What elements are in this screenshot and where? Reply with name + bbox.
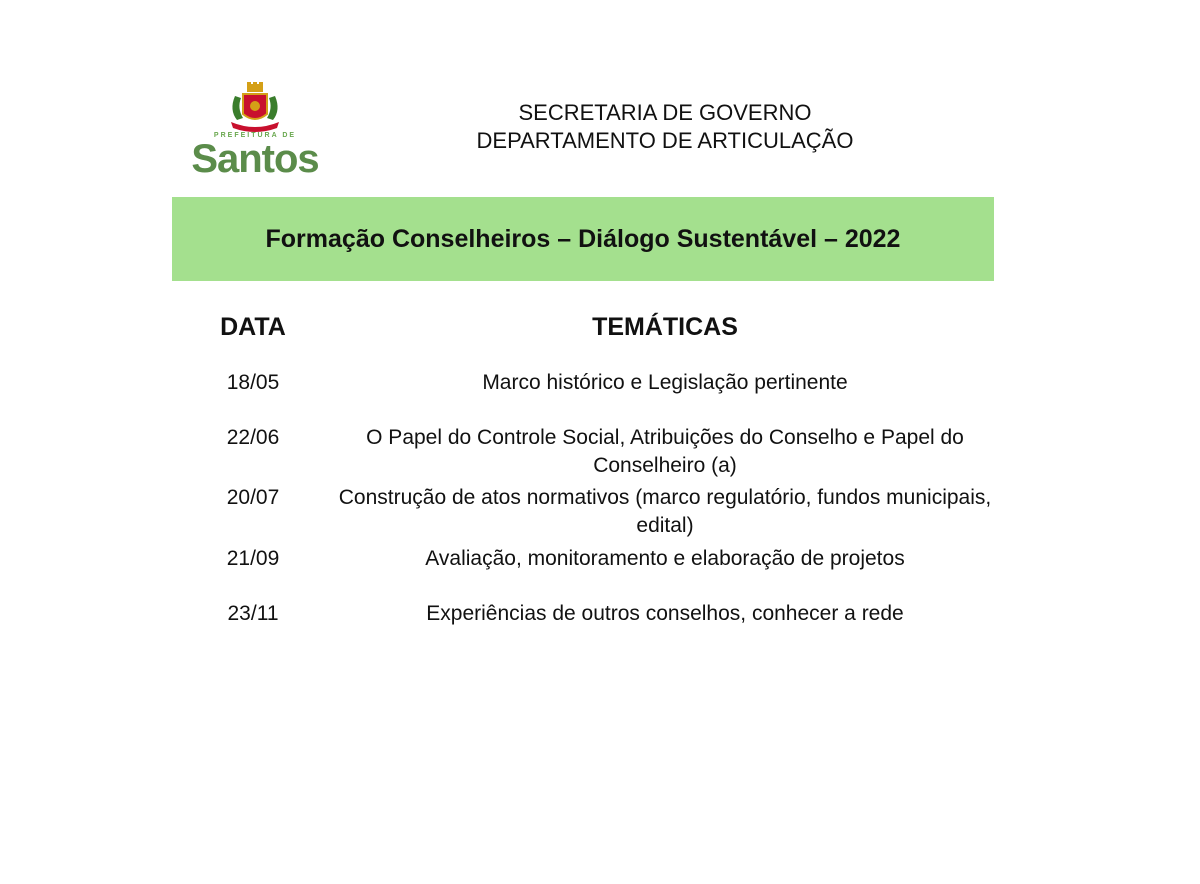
row-date: 18/05 <box>226 371 280 394</box>
row-topic: O Papel do Controle Social, Atribuições do Conselho e Papel do Conselheiro (a) <box>366 426 964 477</box>
department-line: DEPARTAMENTO DE ARTICULAÇÃO <box>476 128 854 153</box>
row-date: 20/07 <box>226 486 280 509</box>
row-topic: Construção de atos normativos (marco regulatório, fundos municipais, edital) <box>338 486 992 537</box>
row-topic: Avaliação, monitoramento e elaboração de projetos <box>425 547 905 570</box>
department-header <box>400 99 930 155</box>
logo-name: Santos <box>191 137 319 181</box>
prefeitura-santos-logo <box>185 82 325 182</box>
row-topic: Marco histórico e Legislação pertinente <box>482 371 848 394</box>
date-column-header: DATA <box>220 313 286 341</box>
row-date: 21/09 <box>226 547 280 570</box>
coat-of-arms-icon <box>225 82 285 134</box>
title-banner <box>172 197 994 281</box>
row-date: 22/06 <box>226 426 280 449</box>
row-date: 23/11 <box>227 602 279 625</box>
row-topic: Experiências de outros conselhos, conhecer a rede <box>426 602 904 625</box>
logo-prefix: PREFEITURA DE <box>213 132 297 139</box>
page-title: Formação Conselheiros – Diálogo Sustentável – 2022 <box>265 224 901 253</box>
secretariat-line: SECRETARIA DE GOVERNO <box>518 100 812 125</box>
topics-column-header: TEMÁTICAS <box>592 313 738 341</box>
